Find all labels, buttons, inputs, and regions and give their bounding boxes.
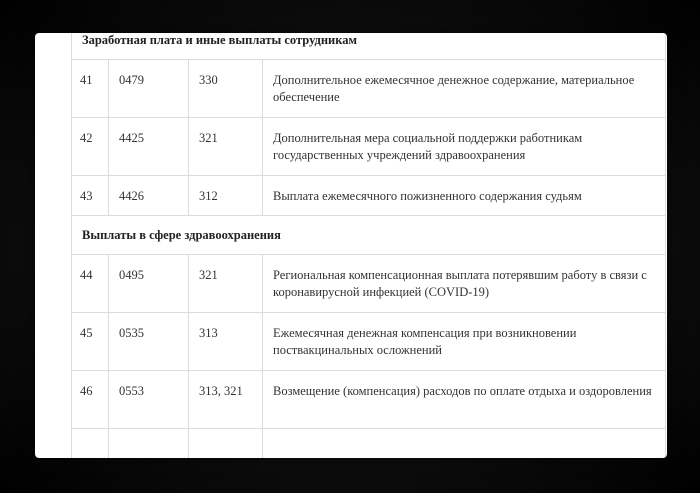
row-code: 4426: [109, 176, 189, 216]
row-code: 0553: [109, 371, 189, 429]
document-card: [35, 33, 667, 458]
row-description: Дополнительная мера социальной поддержки работникам государственных учреждений здравоохранения: [263, 118, 666, 176]
table-row: [72, 118, 666, 176]
table-row-partial: [72, 429, 666, 459]
row-number: 45: [72, 313, 109, 371]
row-description: Дополнительное ежемесячное денежное содержание, материальное обеспечение: [263, 60, 666, 118]
row-description: Выплата ежемесячного пожизненного содержания судьям: [263, 176, 666, 216]
table-row: [72, 176, 666, 216]
row-description: Ежемесячная денежная компенсация при возникновении поствакцинальных осложнений: [263, 313, 666, 371]
row-code: 4425: [109, 118, 189, 176]
row-kvr: 313: [189, 313, 263, 371]
section-title: Выплаты в сфере здравоохранения: [72, 216, 666, 255]
section-title: Заработная плата и иные выплаты сотрудникам: [72, 33, 666, 60]
payments-table: [71, 33, 666, 458]
table-row: [72, 371, 666, 429]
row-description: Возмещение (компенсация) расходов по оплате отдыха и оздоровления: [263, 371, 666, 429]
row-code: 0479: [109, 60, 189, 118]
row-number: 41: [72, 60, 109, 118]
table-row: [72, 313, 666, 371]
section-header-salary: [72, 33, 666, 60]
row-kvr: 312: [189, 176, 263, 216]
row-code: 0535: [109, 313, 189, 371]
row-number: 43: [72, 176, 109, 216]
row-number: 42: [72, 118, 109, 176]
row-kvr: 321: [189, 118, 263, 176]
row-number: 44: [72, 255, 109, 313]
row-kvr: 313, 321: [189, 371, 263, 429]
row-code: 0495: [109, 255, 189, 313]
row-description: Региональная компенсационная выплата потерявшим работу в связи с коронавирусной инфекцией (COVID-19): [263, 255, 666, 313]
table-row: [72, 60, 666, 118]
section-header-healthcare: [72, 216, 666, 255]
row-kvr: 321: [189, 255, 263, 313]
table-row: [72, 255, 666, 313]
row-number: 46: [72, 371, 109, 429]
row-kvr: 330: [189, 60, 263, 118]
